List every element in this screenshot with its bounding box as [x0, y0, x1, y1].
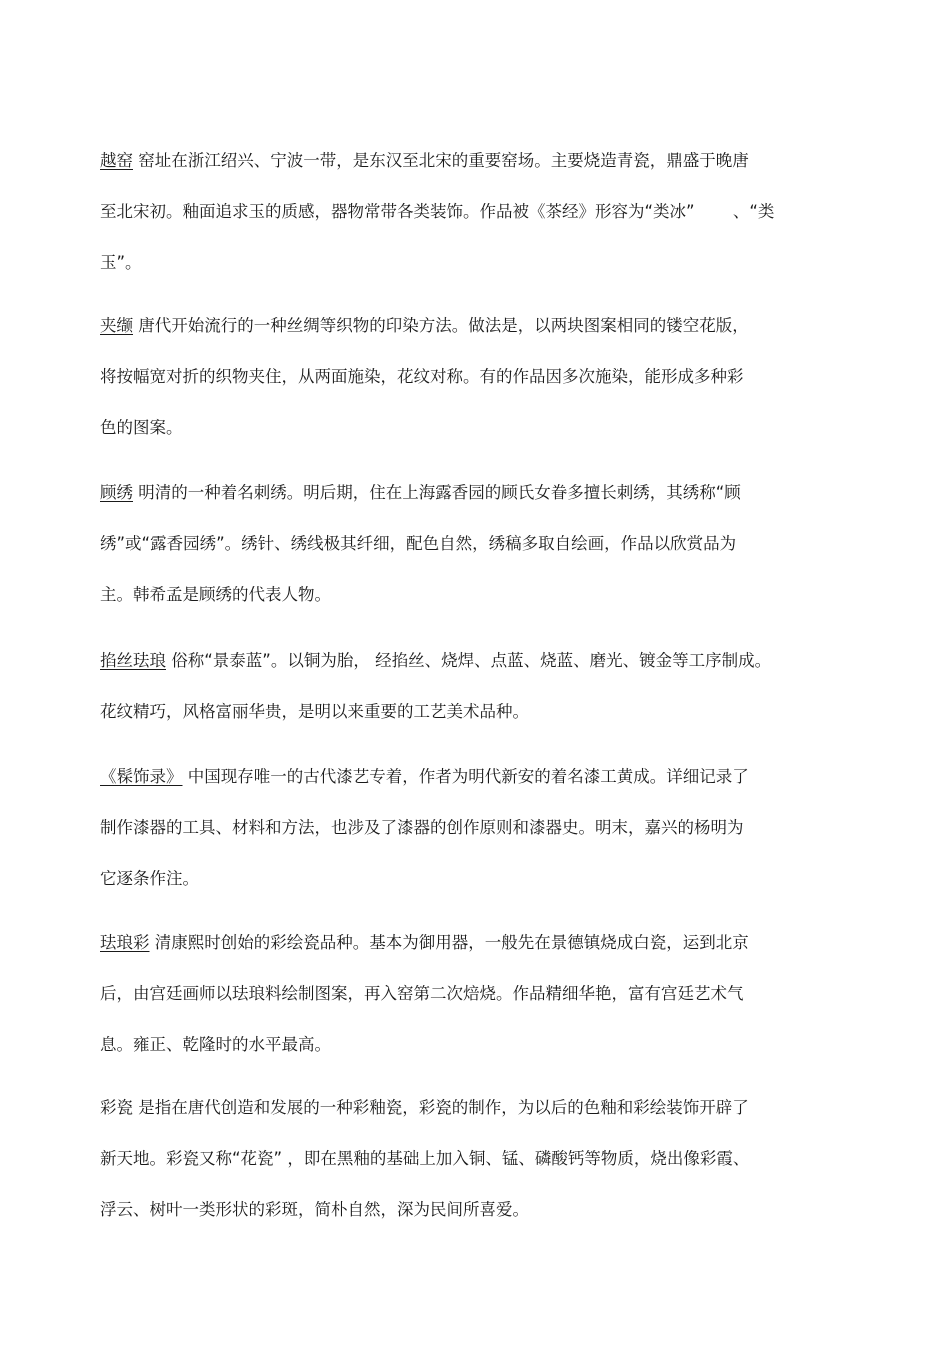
entry-text: 制作漆器的工具、材料和方法，也涉及了漆器的创作原则和漆器史。明末，嘉兴的杨明为 — [100, 818, 744, 837]
entry-text: 色的图案。 — [100, 418, 183, 437]
entry-text: 它逐条作注。 — [100, 869, 199, 888]
entry-text: 新天地。彩瓷又称“花瓷” ，即在黑釉的基础上加入铜、锰、磷酸钙等物质，烧出像彩霞、 — [100, 1149, 750, 1168]
entry-cloisonne — [100, 649, 860, 751]
entry-text: 中国现存唯一的古代漆艺专着，作者为明代新安的着名漆工黄成。详细记录了 — [182, 767, 749, 786]
entry-line — [100, 251, 860, 302]
entry-text: 息。雍正、乾隆时的水平最高。 — [100, 1035, 331, 1054]
entry-line — [100, 982, 860, 1033]
entry-line — [100, 649, 860, 700]
entry-term: 彩瓷 — [100, 1098, 133, 1117]
entry-line — [100, 700, 860, 751]
entry-line — [100, 532, 860, 583]
entry-line — [100, 365, 860, 416]
entry-term: 越窑 — [100, 151, 133, 170]
entry-text: 是指在唐代创造和发展的一种彩釉瓷，彩瓷的制作，为以后的色釉和彩绘装饰开辟了 — [133, 1098, 749, 1117]
entry-line — [100, 1096, 860, 1147]
entry-line — [100, 583, 860, 634]
entry-line — [100, 314, 860, 365]
entry-text: 玉”。 — [100, 253, 142, 272]
entry-line — [100, 765, 860, 816]
entry-line — [100, 1033, 860, 1084]
entry-text: 将按幅宽对折的织物夹住，从两面施染，花纹对称。有的作品因多次施染，能形成多种彩 — [100, 367, 744, 386]
entry-text: 窑址在浙江绍兴、宁波一带，是东汉至北宋的重要窑场。主要烧造青瓷，鼎盛于晚唐 — [133, 151, 749, 170]
entry-text: 清康熙时创始的彩绘瓷品种。基本为御用器，一般先在景德镇烧成白瓷，运到北京 — [149, 933, 749, 952]
entry-line — [100, 816, 860, 867]
entry-yue-kiln — [100, 149, 860, 302]
entry-line — [100, 867, 860, 918]
entry-line — [100, 1147, 860, 1198]
entry-falangcai — [100, 931, 860, 1084]
entry-text: 花纹精巧，风格富丽华贵，是明以来重要的工艺美术品种。 — [100, 702, 529, 721]
entry-text: 唐代开始流行的一种丝绸等织物的印染方法。做法是，以两块图案相同的镂空花版， — [133, 316, 749, 335]
entry-text: 后，由宫廷画师以珐琅料绘制图案，再入窑第二次焙烧。作品精细华艳，富有宫廷艺术气 — [100, 984, 744, 1003]
entry-jiaxie — [100, 314, 860, 467]
entry-gu-embroidery — [100, 481, 860, 634]
entry-term: 《髹饰录》 — [100, 767, 183, 786]
entry-xiushilu — [100, 765, 860, 918]
entry-term: 掐丝珐琅 — [100, 651, 166, 670]
entry-text: 明清的一种着名刺绣。明后期，住在上海露香园的顾氏女眷多擅长刺绣，其绣称“顾 — [133, 483, 741, 502]
entry-text: 主。韩希孟是顾绣的代表人物。 — [100, 585, 331, 604]
entry-text: 绣”或“露香园绣”。绣针、绣线极其纤细，配色自然，绣稿多取自绘画，作品以欣赏品为 — [100, 534, 737, 553]
entry-term: 夹缬 — [100, 316, 133, 335]
entry-line — [100, 149, 860, 200]
entry-line — [100, 416, 860, 467]
entry-line — [100, 931, 860, 982]
entry-text: 俗称“景泰蓝”。以铜为胎， 经掐丝、烧焊、点蓝、烧蓝、磨光、镀金等工序制成。 — [166, 651, 772, 670]
entry-term: 珐琅彩 — [100, 933, 150, 952]
entry-line — [100, 200, 860, 251]
entry-text: 浮云、树叶一类形状的彩斑，简朴自然，深为民间所喜爱。 — [100, 1200, 529, 1219]
entry-line — [100, 481, 860, 532]
entry-line — [100, 1198, 860, 1249]
entry-caici — [100, 1096, 860, 1249]
entry-text: 至北宋初。釉面追求玉的质感，器物常带各类装饰。作品被《茶经》形容为“类冰” 、“类 — [100, 202, 775, 221]
entry-term: 顾绣 — [100, 483, 133, 502]
